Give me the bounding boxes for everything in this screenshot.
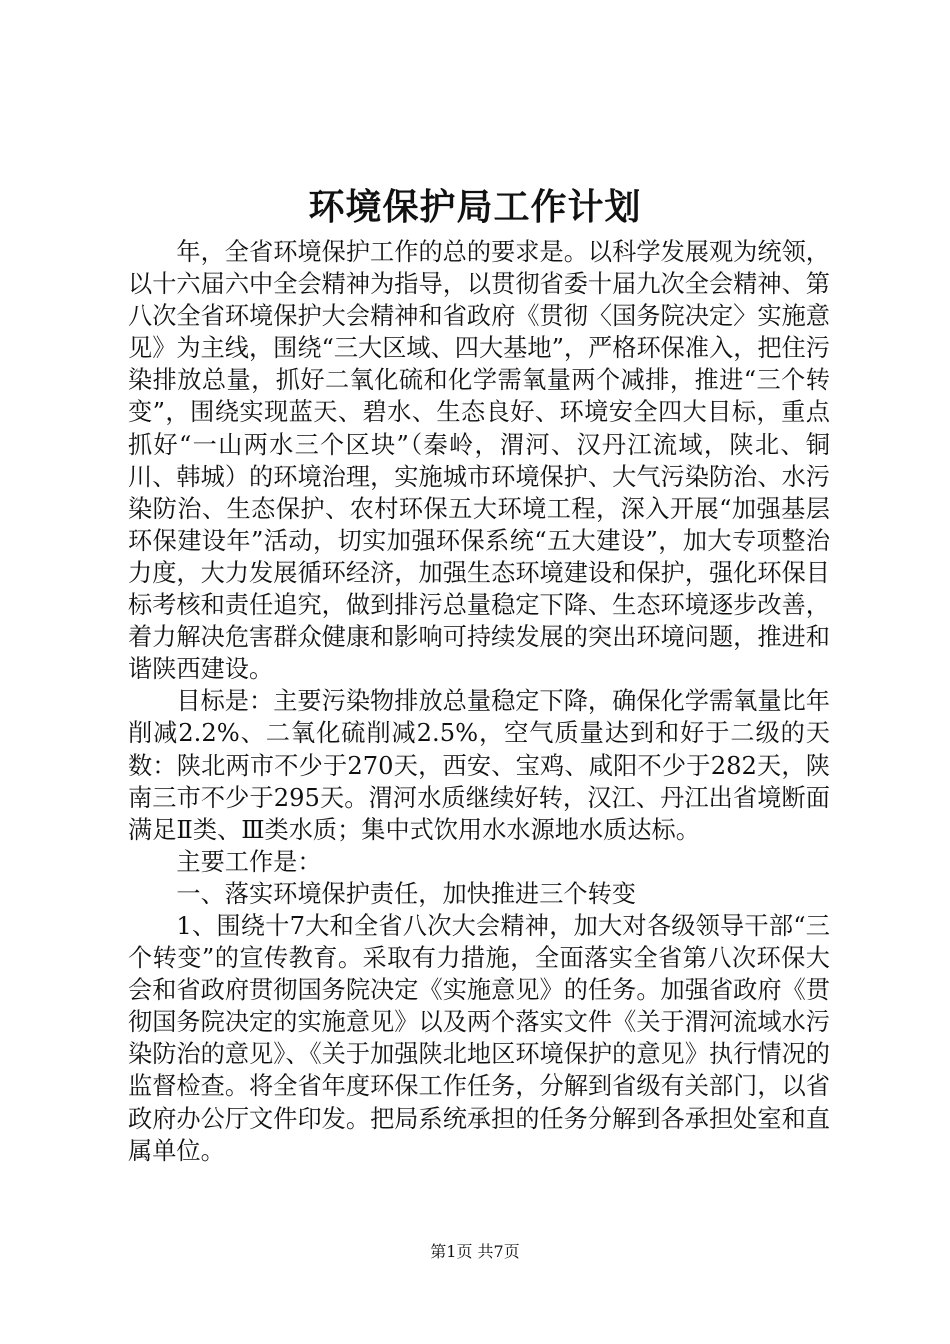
page-number-footer: 第1页 共7页 <box>430 1242 520 1261</box>
paragraph-item-one: 1、围绕十7大和全省八次大会精神，加大对各级领导干部“三个转变”的宣传教育。采取有力措施，全面落实全省第八次环保大会和省政府贯彻国务院决定《实施意见》的任务。加强省政府《贯彻国务院决定的实施意见》以及两个落实文件《关于渭河流域水污染防治的意见》、《关于加强陕北地区环境保护的意见》执行情况的监督检查。将全省年度环保工作任务，分解到省级有关部门，以省政府办公厅文件印发。把局系统承担的任务分解到各承担处室和直属单位。 <box>128 911 830 1165</box>
paragraph-targets: 目标是：主要污染物排放总量稳定下降，确保化学需氧量比年削减2.2%、二氧化硫削减2.5%，空气质量达到和好于二级的天数：陕北两市不少于270天，西安、宝鸡、咸阳不少于282天，陕南三市不少于295天。渭河水质继续好转，汉江、丹江出省境断面满足Ⅱ类、Ⅲ类水质；集中式饮用水水源地水质达标。 <box>128 687 830 844</box>
document-title: 环境保护局工作计划 <box>308 186 642 228</box>
document-body <box>128 236 830 1167</box>
paragraph-main-work-heading: 主要工作是： <box>176 847 322 876</box>
paragraph-section-one-heading: 一、落实环境保护责任，加快推进三个转变 <box>176 879 636 908</box>
paragraph-overall-requirements: 年，全省环境保护工作的总的要求是。以科学发展观为统领，以十六届六中全会精神为指导，以贯彻省委十届九次全会精神、第八次全省环境保护大会精神和省政府《贯彻〈国务院决定〉实施意见》为主线，围绕“三大区域、四大基地”，严格环保准入，把住污染排放总量，抓好二氧化硫和化学需氧量两个减排，推进“三个转变”，围绕实现蓝天、碧水、生态良好、环境安全四大目标，重点抓好“一山两水三个区块”（秦岭，渭河、汉丹江流域，陕北、铜川、韩城）的环境治理，实施城市环境保护、大气污染防治、水污染防治、生态保护、农村环保五大环境工程，深入开展“加强基层环保建设年”活动，切实加强环保系统“五大建设”，加大专项整治力度，大力发展循环经济，加强生态环境建设和保护，强化环保目标考核和责任追究，做到排污总量稳定下降、生态环境逐步改善，着力解决危害群众健康和影响可持续发展的突出环境问题，推进和谐陕西建设。 <box>128 238 830 684</box>
